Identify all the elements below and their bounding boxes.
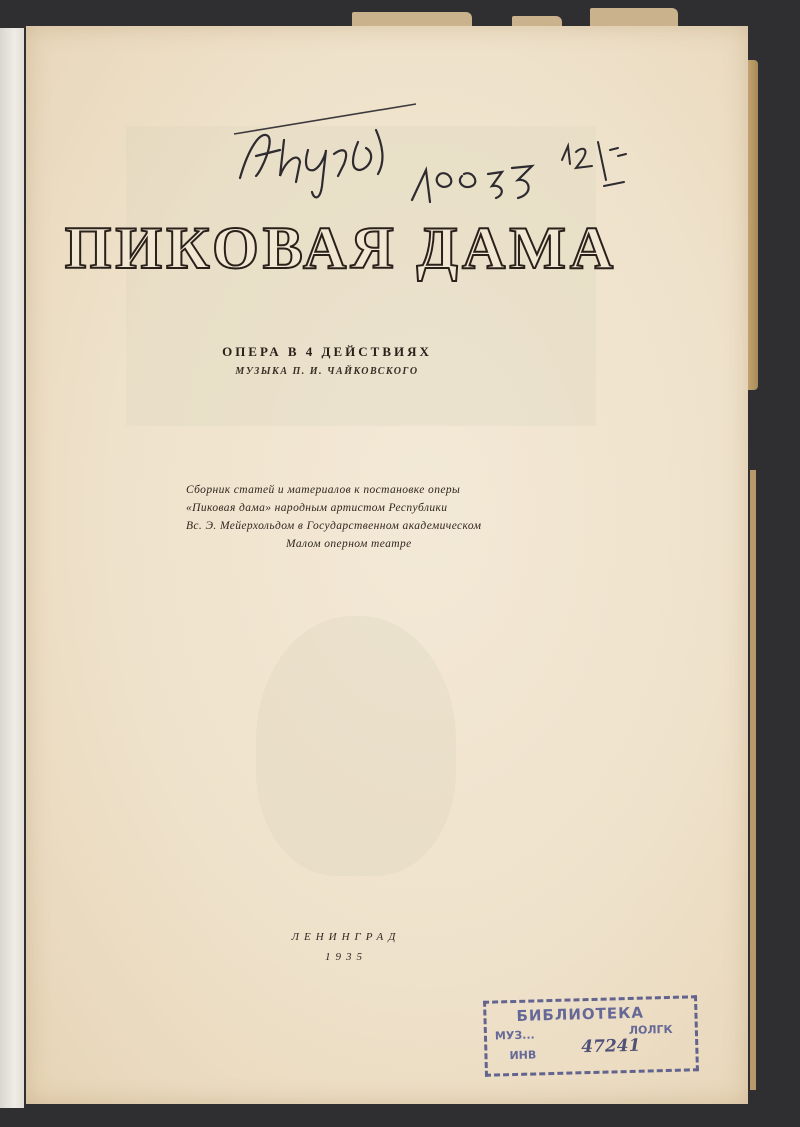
handwritten-signature: [226, 90, 646, 210]
page-title: ПИКОВАЯ ДАМА: [64, 215, 618, 281]
publication-city: ЛЕНИНГРАД: [291, 931, 401, 943]
stamp-line: МУЗ...: [494, 1028, 535, 1043]
description-line: Сборник статей и материалов к постановке оперы: [186, 484, 461, 496]
flyleaf-edge: [0, 28, 24, 1108]
torn-scrap: [590, 8, 678, 28]
stamp-line: ЛОЛГК: [628, 1022, 673, 1038]
description-line: Вс. Э. Мейерхольдом в Государственном академическом: [186, 520, 482, 532]
library-stamp: [483, 995, 699, 1077]
description: [186, 481, 521, 553]
description-line: «Пиковая дама» народным артистом Республики: [186, 502, 448, 514]
inventory-number: 47241: [581, 1035, 641, 1058]
composer-line: МУЗЫКА П. И. ЧАЙКОВСКОГО: [235, 366, 419, 377]
publication-year: 1935: [325, 951, 367, 963]
stamp-line: БИБЛИОТЕКА: [516, 1003, 645, 1025]
stamp-line: ИНВ: [509, 1048, 537, 1063]
title-page: [26, 26, 748, 1104]
page-stack-edge: [750, 470, 756, 1090]
description-line: Малом оперном театре: [286, 538, 412, 550]
bleed-through-portrait: [256, 616, 456, 876]
opera-subtitle: ОПЕРА В 4 ДЕЙСТВИЯХ: [222, 344, 432, 359]
